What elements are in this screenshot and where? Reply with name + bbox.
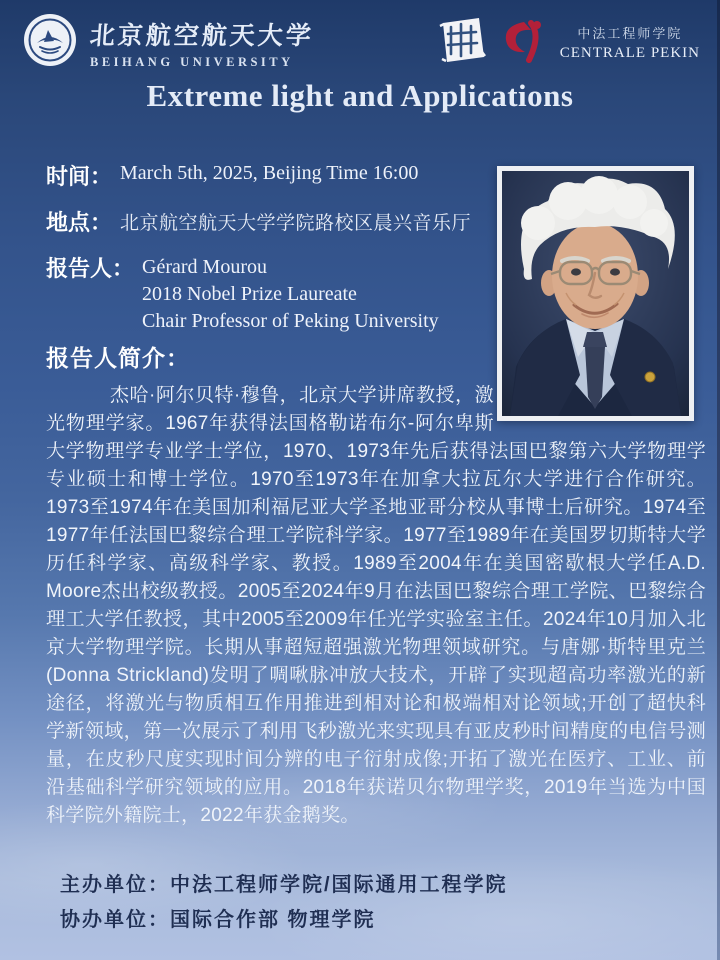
host-line: [60, 868, 508, 903]
speaker-details: [142, 252, 439, 335]
host-label: 主办单位：: [60, 874, 170, 896]
beihang-brand: [22, 12, 314, 73]
cohost-value: 国际合作部 物理学院: [170, 909, 376, 931]
bio-heading: 报告人简介：: [46, 345, 190, 371]
centrale-brand: [438, 16, 700, 69]
speaker-label: 报告人：: [46, 256, 135, 281]
organizers: [60, 868, 508, 938]
host-value: 中法工程师学院/国际通用工程学院: [170, 874, 508, 896]
photo-wrap-spacer: [494, 382, 706, 438]
centrale-name-en: CENTRALE PEKIN: [559, 45, 700, 61]
centrale-seal-icon: [438, 16, 486, 69]
speaker-row: [46, 252, 506, 335]
event-info: [46, 160, 506, 350]
venue-label: 地点：: [46, 210, 113, 235]
beihang-name-en: BEIHANG UNIVERSITY: [90, 54, 294, 69]
time-value: March 5th, 2025, Beijing Time 16:00: [120, 162, 419, 184]
bio-text: 杰哈·阿尔贝特·穆鲁，北京大学讲席教授，激光物理学家。1967年获得法国格勒诺布尔-阿尔卑斯大学物理学专业学士学位，1970、1973年先后获得法国巴黎第六大学物理学专业硕士和博士学位。1970至1973年在加拿大拉瓦尔大学进行合作研究。1973至1974年在美国加利福尼亚大学圣地亚哥分校从事博士后研究。1974至1977年任法国巴黎综合理工学院科学家。1977至1989年在美国罗切斯特大学历任科学家、高级科学家、教授。1989至2004年在美国密歇根大学任A.D. Moore杰出校级教授。2005至2024年9月在法国巴黎综合理工学院、巴黎综合理工大学任教授，其中2005至2009年任光学实验室主任。2024年10月加入北京大学物理学院。长期从事超短超强激光物理领域研究。与唐娜·斯特里克兰(Donna Strickland)发明了啁啾脉冲放大技术，开辟了实现超高功率激光的新途径，将激光与物质相互作用推进到相对论和极端相对论领域;开创了超快科学新领域，第一次展示了利用飞秒激光来实现具有亚皮秒时间精度的电信号测量，在皮秒尺度实现时间分辨的电子衍射成像;开拓了激光在医疗、工业、前沿基础科学研究领域的应用。2018年获诺贝尔物理学奖，2019年当选为中国科学院外籍院士，2022年获金鹅奖。: [46, 385, 706, 826]
time-row: [46, 160, 506, 191]
beihang-name-zh: 北京航空航天大学: [88, 22, 315, 50]
speaker-position: Chair Professor of Peking University: [142, 310, 439, 332]
centrale-name-zh: 中法工程师学院: [577, 26, 683, 41]
page-title: Extreme light and Applications: [146, 78, 574, 113]
bio-paragraph: [46, 382, 706, 830]
venue-value: 北京航空航天大学学院路校区晨兴音乐厅: [120, 213, 472, 234]
cohost-label: 协办单位：: [60, 909, 170, 931]
speaker-honor: 2018 Nobel Prize Laureate: [142, 283, 357, 305]
header-bar: [22, 12, 700, 73]
centrale-red-logo-icon: [496, 17, 546, 68]
speaker-name: Gérard Mourou: [142, 256, 267, 278]
venue-row: [46, 206, 506, 237]
time-label: 时间：: [46, 164, 113, 189]
beihang-emblem-icon: [22, 12, 78, 73]
speaker-bio-section: [46, 340, 706, 830]
cohost-line: [60, 903, 508, 938]
